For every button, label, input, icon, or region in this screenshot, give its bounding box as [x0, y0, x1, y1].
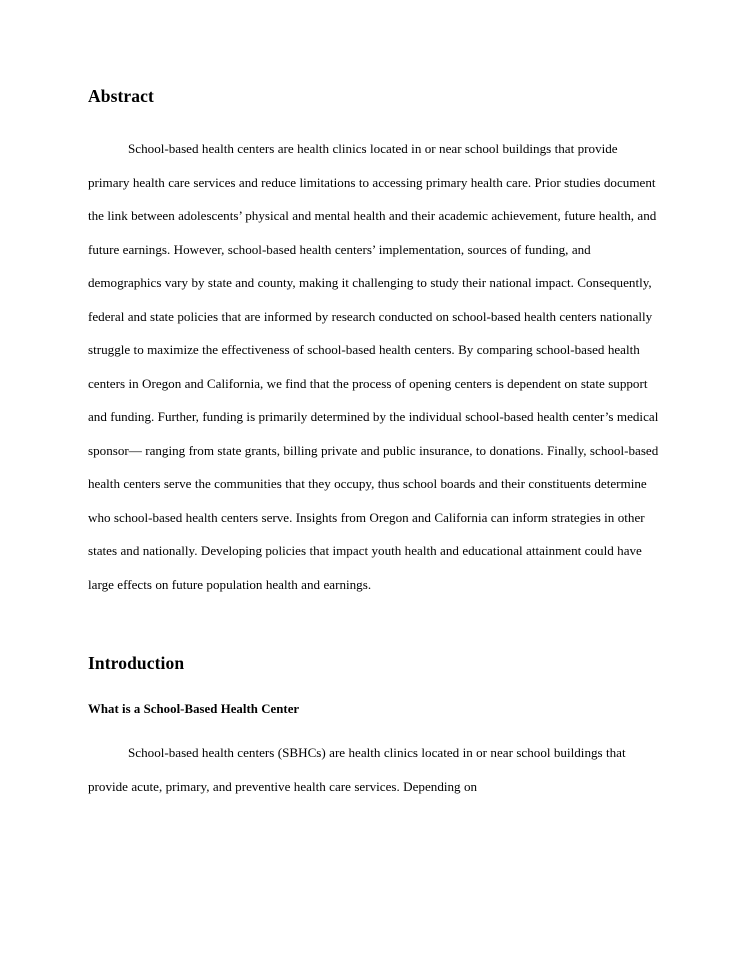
- heading-body-spacer: [88, 107, 660, 132]
- introduction-heading: Introduction: [88, 653, 185, 673]
- section-gap-spacer: [88, 601, 660, 653]
- abstract-heading: Abstract: [88, 86, 154, 106]
- introduction-subheading: What is a School-Based Health Center: [88, 702, 300, 716]
- page-content-column: [88, 0, 660, 803]
- top-margin-spacer: [88, 0, 660, 86]
- introduction-paragraph: School-based health centers (SBHCs) are health clinics located in or near school buildings that provide acute, primary, and preventive health care services. Depending on: [88, 745, 626, 794]
- subheading-body-spacer: [88, 717, 660, 736]
- abstract-paragraph: School-based health centers are health clinics located in or near school buildings that provide primary health care services and reduce limitations to accessing primary health care. Prior studies document the link between adolescents’ physical and mental health and their academic achievement, future health, and future earnings. However, school-based health centers’ implementation, sources of funding, and demographics vary by state and county, making it challenging to study their national impact. Consequently, federal and state policies that are informed by research conducted on school-based health centers nationally struggle to maximize the effectiveness of school-based health centers. By comparing school-based health centers in Oregon and California, we find that the process of opening centers is dependent on state support and funding. Further, funding is primarily determined by the individual school-based health center’s medical sponsor— ranging from state grants, billing private and public insurance, to donations. Finally, school-based health centers serve the communities that they occupy, thus school boards and their constituents determine who school-based health centers serve. Insights from Oregon and California can inform strategies in other states and nationally. Developing policies that impact youth health and educational attainment could have large effects on future population health and earnings.: [88, 141, 659, 592]
- introduction-subheading-spacer: [88, 674, 660, 702]
